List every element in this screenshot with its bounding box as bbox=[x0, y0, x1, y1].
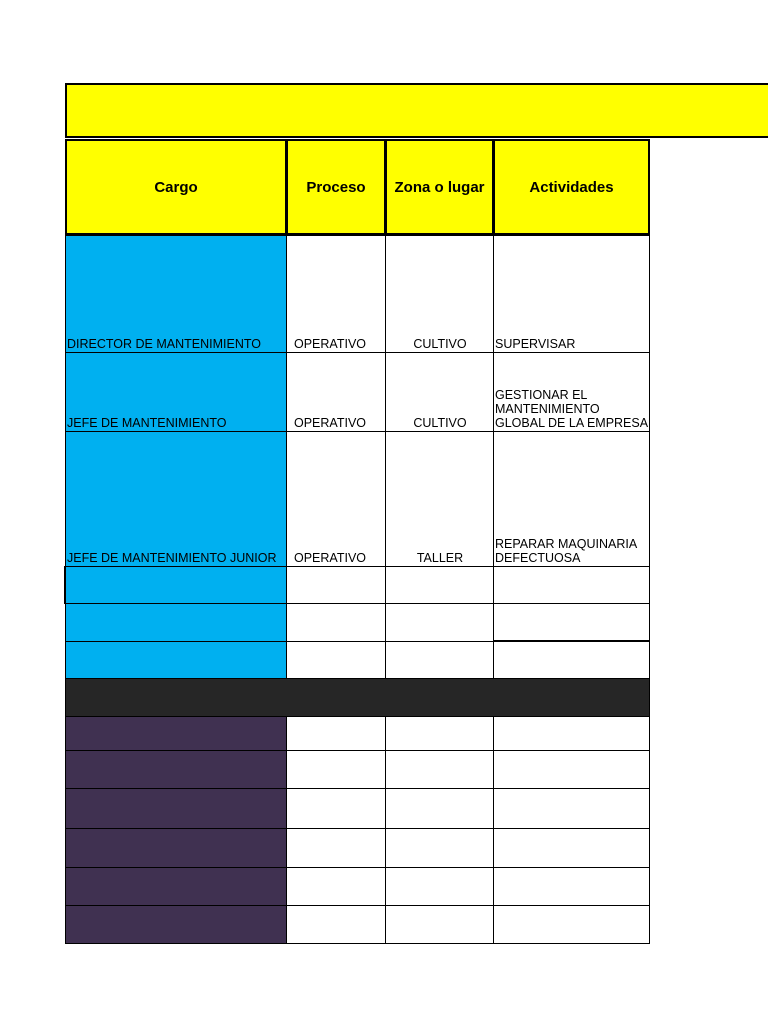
cell-zona-1: CULTIVO bbox=[385, 235, 494, 353]
cell-cargo-empty-2 bbox=[65, 603, 287, 642]
title-band bbox=[65, 83, 768, 138]
cell-empty bbox=[286, 867, 386, 906]
cell-empty bbox=[493, 788, 650, 829]
cell-empty bbox=[286, 716, 386, 751]
cell-empty bbox=[286, 828, 386, 868]
cell-cargo-purple-5 bbox=[65, 867, 287, 906]
cell-empty bbox=[286, 603, 386, 642]
cell-empty bbox=[493, 603, 650, 642]
cell-cargo-purple-1 bbox=[65, 716, 287, 751]
header-actividades: Actividades bbox=[493, 139, 650, 235]
cell-zona-3: TALLER bbox=[385, 431, 494, 567]
header-zona: Zona o lugar bbox=[385, 139, 494, 235]
cell-cargo-purple-3 bbox=[65, 788, 287, 829]
cell-empty bbox=[493, 641, 650, 679]
cell-empty bbox=[385, 603, 494, 642]
cell-empty bbox=[493, 750, 650, 789]
cell-empty bbox=[286, 566, 386, 604]
cell-cargo-purple-6 bbox=[65, 905, 287, 944]
cell-proceso-1: OPERATIVO bbox=[286, 235, 386, 353]
cell-actividades-1: SUPERVISAR bbox=[493, 235, 650, 353]
cell-empty bbox=[385, 828, 494, 868]
cell-empty bbox=[385, 716, 494, 751]
cell-proceso-2: OPERATIVO bbox=[286, 352, 386, 432]
cell-empty bbox=[493, 716, 650, 751]
cell-cargo-3: JEFE DE MANTENIMIENTO JUNIOR bbox=[65, 431, 287, 567]
cell-empty bbox=[385, 566, 494, 604]
cell-cargo-empty-3 bbox=[65, 641, 287, 679]
cell-empty bbox=[493, 867, 650, 906]
header-proceso: Proceso bbox=[286, 139, 386, 235]
cell-empty bbox=[385, 750, 494, 789]
cell-empty bbox=[286, 750, 386, 789]
cell-empty bbox=[385, 867, 494, 906]
cell-empty bbox=[286, 788, 386, 829]
cell-actividades-3: REPARAR MAQUINARIA DEFECTUOSA bbox=[493, 431, 650, 567]
cell-cargo-empty-1 bbox=[64, 566, 287, 604]
cell-empty bbox=[493, 905, 650, 944]
cell-cargo-purple-2 bbox=[65, 750, 287, 789]
cell-cargo-purple-4 bbox=[65, 828, 287, 868]
cell-cargo-1: DIRECTOR DE MANTENIMIENTO bbox=[65, 235, 287, 353]
cell-empty bbox=[286, 641, 386, 679]
cell-empty bbox=[493, 828, 650, 868]
cell-cargo-2: JEFE DE MANTENIMIENTO bbox=[65, 352, 287, 432]
cell-empty bbox=[385, 641, 494, 679]
cell-proceso-3: OPERATIVO bbox=[286, 431, 386, 567]
cell-zona-2: CULTIVO bbox=[385, 352, 494, 432]
cell-empty bbox=[493, 566, 650, 604]
header-cargo: Cargo bbox=[65, 139, 287, 235]
cell-empty bbox=[286, 905, 386, 944]
cell-empty bbox=[385, 788, 494, 829]
separator-band bbox=[65, 678, 650, 717]
cell-actividades-2: GESTIONAR EL MANTENIMIENTO GLOBAL DE LA EMPRESA bbox=[493, 352, 650, 432]
cell-empty bbox=[385, 905, 494, 944]
